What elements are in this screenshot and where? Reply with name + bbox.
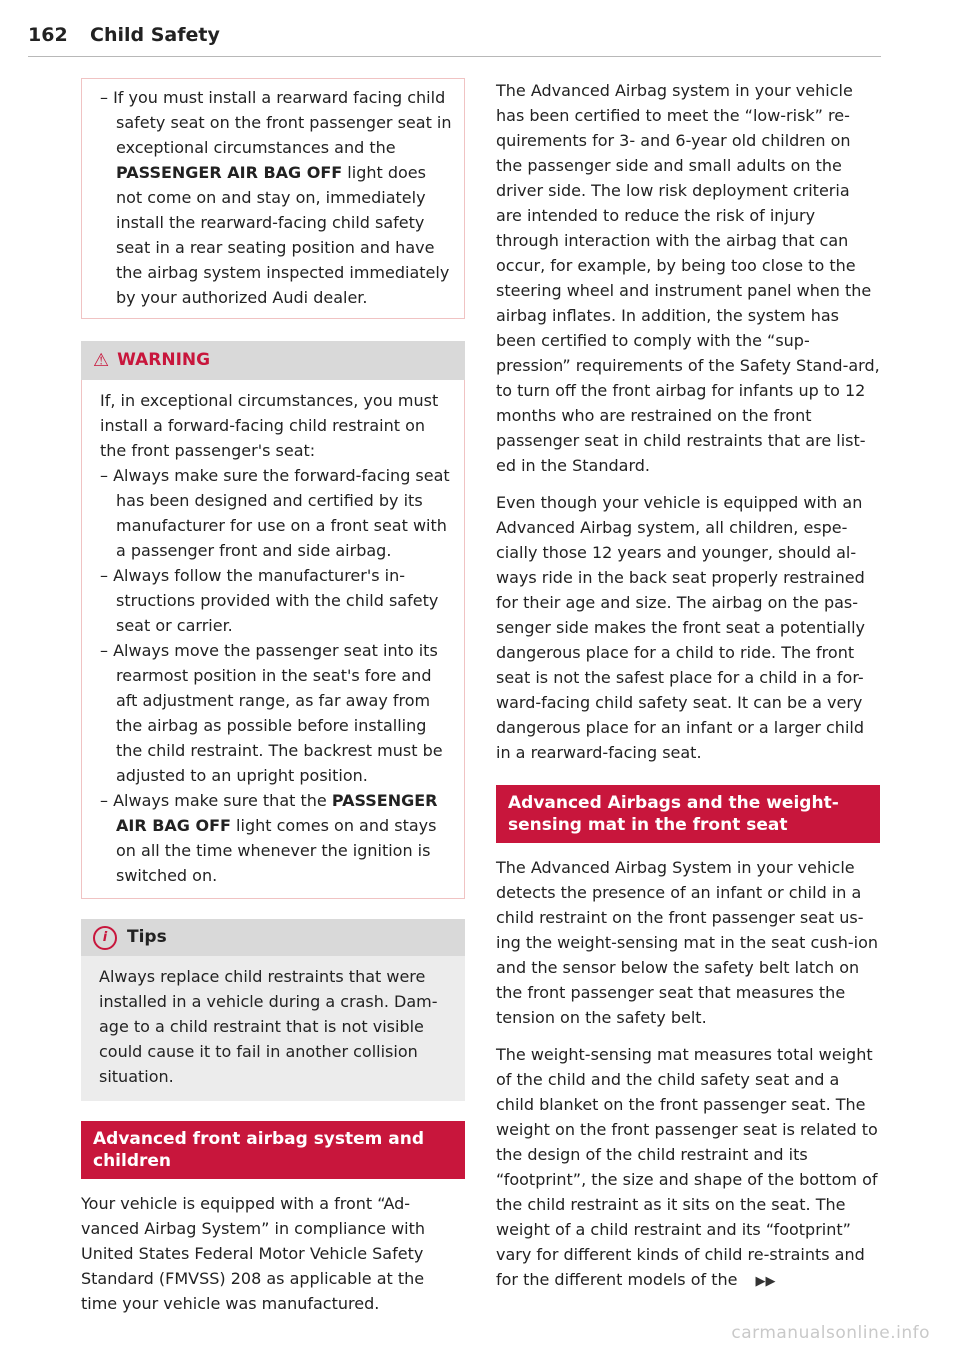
section-heading-weight-sensing-mat: Advanced Airbags and the weight-sensing mat in the front seat (496, 785, 880, 843)
paragraph-back-seat: Even though your vehicle is equipped with an Advanced Airbag system, all children, espe-cially those 12 years and younger, should al-ways ride in the back seat properly restrained for their age and size. The airbag on the pas-senger side makes the front seat a potentially dangerous place for a child to ride. The front seat is not the safest place for a child in a for-ward-facing child safety seat. It can be a very dangerous place for an infant or a larger child in a rearward-facing seat. (496, 493, 866, 762)
warning-bullet-1: – Always make sure the forward-facing seat has been designed and certified by its manufacturer for use on a front seat with a passenger front and side airbag. (100, 466, 450, 560)
warning-bullet-4: – Always make sure that the PASSENGER AIR BAG OFF light comes on and stays on all the time whenever the ignition is switched on. (100, 791, 438, 885)
warning-header (81, 341, 465, 380)
paragraph-low-risk: The Advanced Airbag system in your vehicle has been certified to meet the “low-risk” re-quirements for 3- and 6-year old children on the passenger side and small adults on the driver side. The low risk deployment criteria are intended to reduce the risk of injury through interaction with the airbag that can occur, for example, by being too close to the steering wheel and instrument panel when the airbag inflates. In addition, the system has been certified to comply with the “sup-pression” requirements of the Safety Stand-ard, to turn off the front airbag for infants up to 12 months who are restrained on the front passenger seat in child restraints that are list-ed in the Standard. (496, 81, 880, 475)
tips-body (81, 956, 465, 1101)
paragraph-detection: The Advanced Airbag System in your vehicle detects the presence of an infant or child in a child restraint on the front passenger seat us-ing the weight-sensing mat in the seat cush-ion and the sensor below the safety belt latch on the front passenger seat that measures the tension on the safety belt. (496, 858, 879, 1027)
warning-bullet-3: – Always move the passenger seat into its rearmost position in the seat's fore and aft adjustment range, as far away from the airbag as possible before installing the child restraint. The backrest must be adjusted to an upright position. (100, 641, 443, 785)
warning-label: WARNING (117, 350, 211, 370)
warning-bullet-2: – Always follow the manufacturer's in-structions provided with the child safety seat or carrier. (100, 566, 439, 635)
tips-header (81, 919, 465, 956)
watermark: carmanualsonline.info (731, 1323, 930, 1343)
warning-intro: If, in exceptional circumstances, you must install a forward-facing child restraint on the front passenger's seat: (100, 391, 439, 460)
page-header (28, 24, 881, 57)
left-column (81, 78, 465, 1316)
indicator-name: PASSENGER AIR BAG OFF (116, 791, 438, 835)
section-paragraph: Your vehicle is equipped with a front “Ad-vanced Airbag System” in compliance with United States Federal Motor Vehicle Safety Standard (FMVSS) 208 as applicable at the time your vehicle was manufactured. (81, 1194, 426, 1313)
tips-text: Always replace child restraints that were installed in a vehicle during a crash. Dam-age to a child restraint that is not visible could cause it to fail in another collision situation. (99, 967, 438, 1086)
continue-arrow-icon: ▶▶ (755, 1274, 776, 1289)
right-column (496, 78, 880, 1294)
paragraph-weight: The weight-sensing mat measures total weight of the child and the child safety seat and a child blanket on the front passenger seat. The weight on the front passenger seat is related to the design of the child restraint and its “footprint”, the size and shape of the bottom of the child restraint as it sits on the seat. The weight of a child restraint and its “footprint” vary for different kinds of child re-straints and for the different models of the ▶▶ (496, 1045, 878, 1289)
note-bullet: – If you must install a rearward facing child safety seat on the front passenger seat in exceptional circumstances and the PASSENGER AIR BAG OFF light does not come on and stay on, immediately install the rearward-facing child safety seat in a rear seating position and have the airbag system inspected immediately by your authorized Audi dealer. (100, 88, 452, 307)
page-number: 162 (28, 24, 68, 46)
page-title: Child Safety (90, 24, 220, 46)
info-icon: i (93, 926, 117, 950)
warning-body (81, 380, 465, 899)
note-box (81, 78, 465, 319)
section-heading-advanced-front-airbag: Advanced front airbag system and children (81, 1121, 465, 1179)
warning-triangle-icon: ⚠ (93, 350, 110, 371)
indicator-name: PASSENGER AIR BAG OFF (116, 163, 343, 182)
tips-label: Tips (127, 927, 167, 947)
